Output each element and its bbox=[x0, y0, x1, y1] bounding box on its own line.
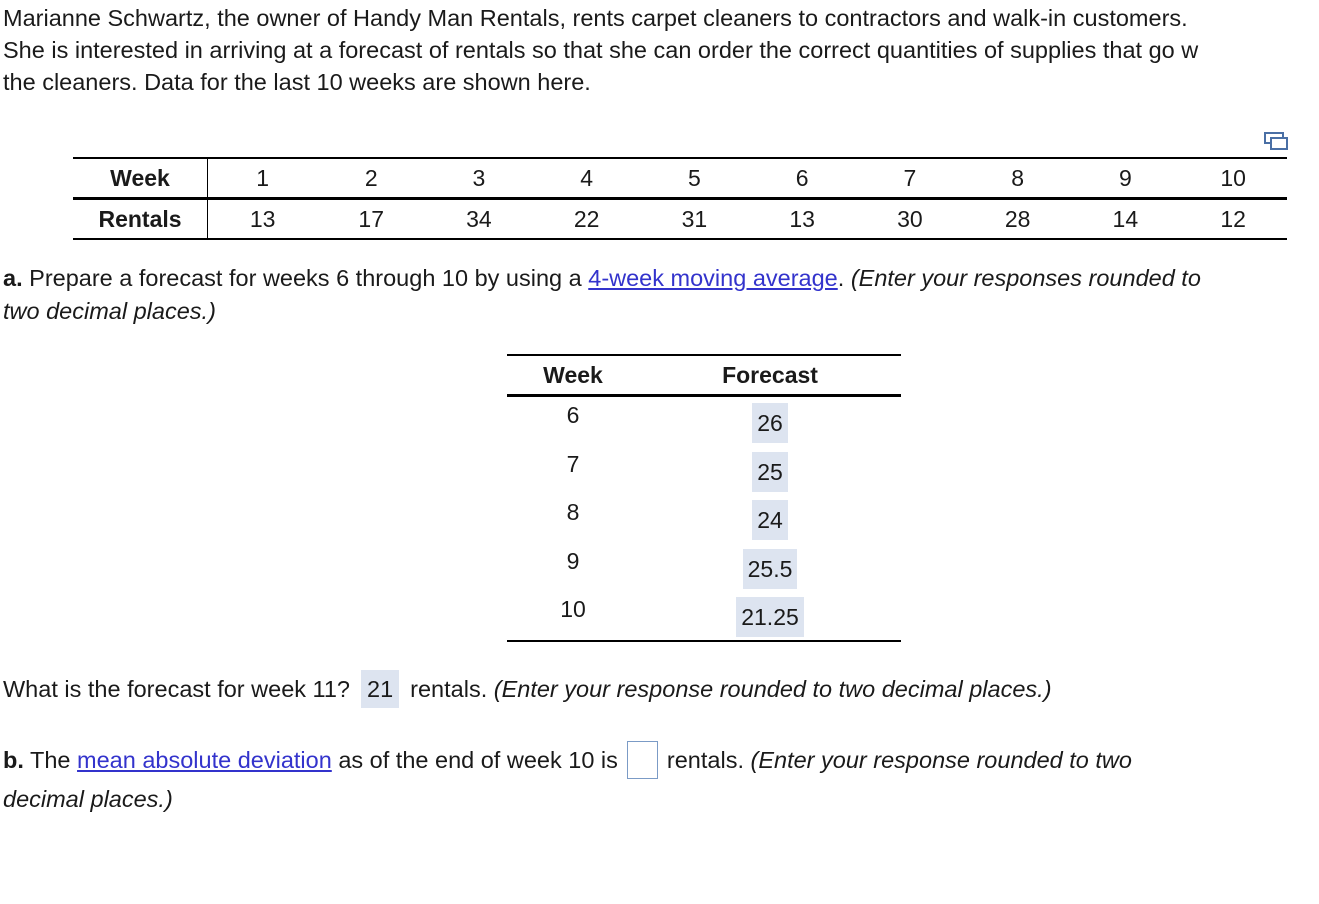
rentals-cell: 30 bbox=[856, 199, 964, 240]
intro-line-3: the cleaners. Data for the last 10 weeks are shown here. bbox=[3, 69, 591, 95]
intro-line-2: She is interested in arriving at a forecast of rentals so that she can order the correct quantities of supplies that go w bbox=[3, 37, 1199, 63]
forecast-table-bottom-rule bbox=[507, 640, 901, 642]
part-b-question bbox=[3, 740, 1132, 816]
week-cell: 9 bbox=[1071, 158, 1179, 199]
week-11-instruction: (Enter your response rounded to two decimal places.) bbox=[493, 675, 1052, 702]
week-row-header: Week bbox=[73, 158, 208, 199]
part-a-text: Prepare a forecast for weeks 6 through 10 by using a bbox=[22, 265, 589, 291]
week-cell: 10 bbox=[1179, 158, 1287, 199]
forecast-row bbox=[507, 543, 901, 592]
forecast-answer[interactable]: 24 bbox=[752, 500, 788, 540]
part-b-instruction: (Enter your response rounded to two bbox=[750, 746, 1132, 773]
intro-line-1: Marianne Schwartz, the owner of Handy Man Rentals, rents carpet cleaners to contractors and walk-in customers. bbox=[3, 5, 1188, 31]
week-cell: 5 bbox=[641, 158, 749, 199]
part-a-instruction-line-2: two decimal places.) bbox=[3, 298, 216, 324]
forecast-row bbox=[507, 397, 901, 446]
rentals-cell: 22 bbox=[533, 199, 641, 240]
problem-intro bbox=[3, 2, 1319, 98]
part-b-unit: rentals. bbox=[666, 746, 744, 773]
week-cell: 1 bbox=[208, 158, 318, 199]
forecast-row bbox=[507, 446, 901, 495]
part-b-instruction-line-2: decimal places.) bbox=[3, 786, 173, 812]
forecast-week: 6 bbox=[566, 402, 580, 428]
part-a-label: a. bbox=[3, 265, 23, 291]
forecast-answer[interactable]: 25 bbox=[752, 452, 788, 492]
mean-absolute-deviation-link[interactable]: mean absolute deviation bbox=[77, 746, 332, 773]
rentals-cell: 31 bbox=[641, 199, 749, 240]
rentals-cell: 13 bbox=[748, 199, 856, 240]
copy-table-icon[interactable] bbox=[1263, 131, 1289, 151]
week-cell: 3 bbox=[425, 158, 533, 199]
rentals-cell: 17 bbox=[317, 199, 425, 240]
week-11-text: What is the forecast for week 11? bbox=[3, 675, 351, 702]
rentals-row-header: Rentals bbox=[73, 199, 208, 240]
part-a-instruction: (Enter your responses rounded to bbox=[850, 265, 1201, 291]
forecast-table bbox=[507, 354, 901, 642]
week-cell: 2 bbox=[317, 158, 425, 199]
week-11-question bbox=[3, 668, 1052, 710]
forecast-week: 8 bbox=[566, 499, 580, 525]
forecast-row bbox=[507, 494, 901, 543]
rentals-cell: 28 bbox=[964, 199, 1072, 240]
rentals-cell: 14 bbox=[1071, 199, 1179, 240]
forecast-week: 9 bbox=[566, 547, 580, 574]
rentals-cell: 12 bbox=[1179, 199, 1287, 240]
week-cell: 4 bbox=[533, 158, 641, 199]
part-b-label: b. bbox=[3, 746, 24, 773]
forecast-col-forecast: Forecast bbox=[722, 361, 818, 388]
rentals-cell: 13 bbox=[208, 199, 318, 240]
moving-average-link[interactable]: 4-week moving average bbox=[588, 265, 838, 291]
week-cell: 8 bbox=[964, 158, 1072, 199]
part-b-text: The bbox=[23, 746, 78, 773]
part-b-text-after: as of the end of week 10 is bbox=[331, 746, 618, 773]
rentals-data-table bbox=[73, 157, 1287, 240]
part-a-question bbox=[3, 262, 1319, 328]
week-11-answer[interactable]: 21 bbox=[361, 670, 399, 708]
forecast-table-header bbox=[507, 354, 901, 397]
part-a-text-after: . bbox=[837, 265, 851, 291]
rentals-cell: 34 bbox=[425, 199, 533, 240]
week-11-unit: rentals. bbox=[410, 675, 488, 702]
forecast-answer[interactable]: 25.5 bbox=[743, 549, 798, 589]
forecast-week: 10 bbox=[560, 596, 586, 622]
week-cell: 7 bbox=[856, 158, 964, 199]
forecast-answer[interactable]: 26 bbox=[752, 403, 788, 443]
forecast-row bbox=[507, 591, 901, 640]
forecast-col-week: Week bbox=[543, 361, 603, 388]
forecast-week: 7 bbox=[566, 450, 580, 477]
week-cell: 6 bbox=[748, 158, 856, 199]
forecast-answer[interactable]: 21.25 bbox=[736, 597, 804, 637]
mad-answer-input[interactable] bbox=[627, 741, 658, 779]
